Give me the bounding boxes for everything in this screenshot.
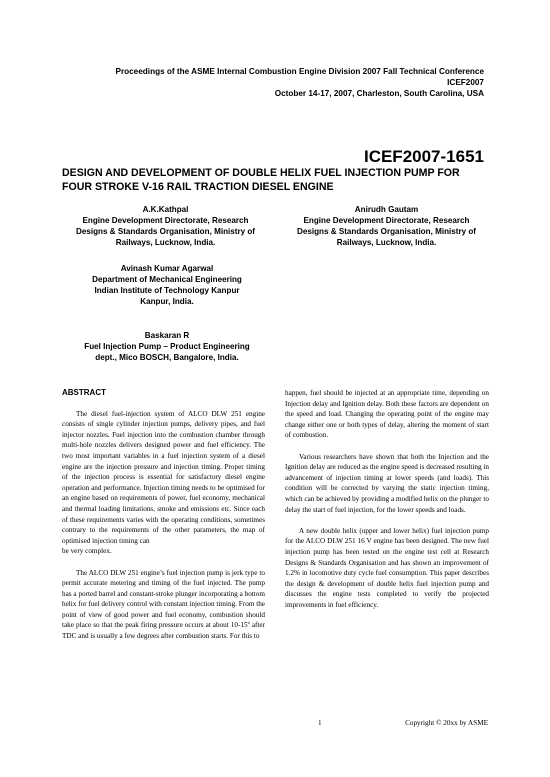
abstract-right-column <box>285 388 489 621</box>
abstract-paragraph: The diesel fuel-injection system of ALCO DLW 251 engine consists of single cylinder injection pumps, delivery pipes, and fuel injector nozzles. Fuel injection into the combustion chamber through multi-hole nozzles delivers designed power and fuel efficiency. The two most important variables in a fuel injection system of a diesel engine are the injection pressure and injection timing. Proper timing of the injection process is essential for satisfactory diesel engine operation and performance. Injection timing needs to be optimised for an engine based on requirements of power, fuel economy, mechanical and thermal loading limitations, smoke and emissions etc. Since each of these requirements varies with the operating conditions, sometimes contrary to the requirements of the other parameters, the map of optimised injection timing can <box>62 409 265 545</box>
abstract-left-column <box>62 388 265 652</box>
abstract-paragraph: happen, fuel should be injected at an appropriate time, depending on Injection delay and Ignition delay. Both these factors are dependent on the speed and load. Changing the operating point of the engine may change either one or both types of delay, altering the moment of start of combustion. <box>285 389 489 440</box>
author-name: Baskaran R <box>144 331 190 340</box>
author-affiliation: Engine Development Directorate, Research <box>303 216 470 225</box>
conference-header <box>14 66 484 99</box>
conference-line: October 14-17, 2007, Charleston, South Carolina, USA <box>274 89 484 98</box>
abstract-paragraph: Various researchers have shown that both the Injection and the Ignition delay are reduced as the engine speed is decreased resulting in advancement of injection timing at lower speeds (and loads). This condition will be corrected by varying the static injection timing, which can be achieved by providing a modified helix on the plunger to delay the start of fuel injection, for the lower speeds and loads. <box>285 452 489 514</box>
author-affiliation: Fuel Injection Pump – Product Engineering <box>84 342 250 351</box>
page-number: 1 <box>318 719 322 727</box>
author-affiliation: dept., Mico BOSCH, Bangalore, India. <box>95 353 239 362</box>
author-affiliation: Engine Development Directorate, Research <box>82 216 249 225</box>
paper-title: DESIGN AND DEVELOPMENT OF DOUBLE HELIX FUEL INJECTION PUMP FOR FOUR STROKE V-16 RAIL TRACTION DIESEL ENGINE <box>62 167 460 193</box>
conference-line: ICEF2007 <box>447 78 484 87</box>
copyright-notice: Copyright © 20xx by ASME <box>405 719 488 727</box>
author-block <box>62 263 272 307</box>
abstract-heading: ABSTRACT <box>62 388 106 397</box>
author-affiliation: Indian Institute of Technology Kanpur <box>94 286 240 295</box>
author-affiliation: Kanpur, India. <box>140 297 194 306</box>
abstract-paragraph: be very complex. <box>62 547 112 556</box>
author-block <box>62 330 272 363</box>
author-affiliation: Department of Mechanical Engineering <box>92 275 242 284</box>
paper-id: ICEF2007-1651 <box>363 147 484 166</box>
conference-line: Proceedings of the ASME Internal Combustion Engine Division 2007 Fall Technical Conference <box>115 67 484 76</box>
author-affiliation: Designs & Standards Organisation, Ministry of <box>76 227 255 236</box>
author-name: Avinash Kumar Agarwal <box>120 264 214 273</box>
abstract-paragraph: A new double helix (upper and lower helix) fuel injection pump for the ALCO DLW 251 16 V engine has been designed. The new fuel injection pump has been tested on the engine test cell at Research Designs & Standards Organisation and has shown an improvement of 1.2% in locomotive duty cycle fuel consumption. This paper describes the design & development of double helix fuel injection pump and discusses the engine tests completed to verify the projected improvements in fuel efficiency. <box>285 526 489 609</box>
author-affiliation: Designs & Standards Organisation, Ministry of <box>297 227 476 236</box>
author-name: A.K.Kathpal <box>142 205 189 214</box>
author-name: Anirudh Gautam <box>354 205 419 214</box>
author-block <box>62 204 269 248</box>
author-affiliation: Railways, Lucknow, India. <box>115 238 216 247</box>
author-affiliation: Railways, Lucknow, India. <box>336 238 437 247</box>
abstract-paragraph: The ALCO DLW 251 engine’s fuel injection pump is jerk type to permit accurate metering and timing of the fuel injected. The pump has a ported barrel and constant-stroke plunger incorporating a bottom helix for fuel delivery control with constant injection timing. From the point of view of good power and fuel economy, combustion should take place so that the peak firing pressure occurs at about 10-15º after TDC and is usually a few degrees after combustion starts. For this to <box>62 568 265 641</box>
author-block <box>283 204 490 248</box>
